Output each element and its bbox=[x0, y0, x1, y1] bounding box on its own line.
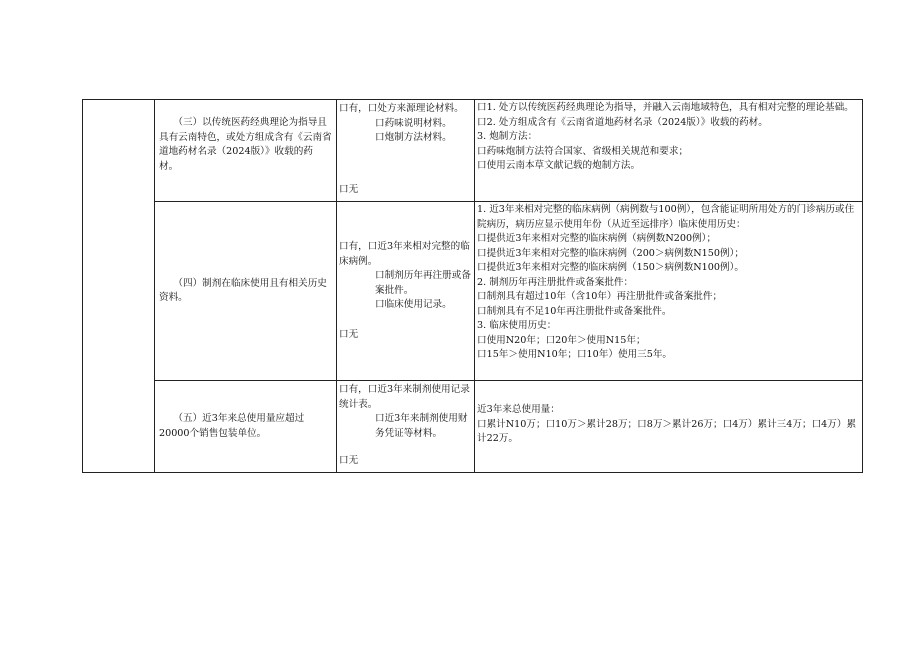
standard-line: 近3年来总使用量： bbox=[477, 404, 560, 415]
check-sub-item[interactable]: 口药味说明材料。 bbox=[375, 117, 452, 129]
standard-cell bbox=[475, 202, 863, 381]
standard-line: 口使用云南本草文献记载的炮制方法。 bbox=[477, 160, 641, 171]
criterion-cell bbox=[155, 100, 337, 202]
criterion-text: （四）制剂在临床使用且有相关历史资料。 bbox=[159, 277, 327, 303]
standard-line: 3. 炮制方法： bbox=[477, 131, 538, 142]
table-row bbox=[83, 202, 863, 381]
check-sub-item[interactable]: 口近3年来制剂使用财务凭证等材料。 bbox=[375, 413, 468, 439]
standard-line: 口制剂具有超过10年（含10年）再注册批件或备案批件； bbox=[477, 291, 723, 302]
standard-line: 口2. 处方组成含有《云南省道地药材名录（2024版）》收载的药材。 bbox=[477, 116, 768, 128]
check-yes-text[interactable]: 口有，口处方来源理论材料。 bbox=[339, 103, 464, 114]
standard-line: 2. 制剂历年再注册批件或备案批件： bbox=[477, 276, 634, 288]
standard-line: 口1. 处方以传统医药经典理论为指导，并融入云南地域特色，具有相对完整的理论基础。 bbox=[477, 102, 854, 113]
criteria-table bbox=[82, 99, 863, 473]
check-no-text[interactable]: 口无 bbox=[339, 183, 359, 195]
standard-line: 口提供近3年来相对完整的临床病例（150＞病例数N100例）。 bbox=[477, 262, 744, 273]
category-cell bbox=[83, 100, 155, 473]
standard-line: 口提供近3年来相对完整的临床病例（200＞病例数N150例）； bbox=[477, 247, 744, 259]
standard-cell bbox=[475, 100, 863, 202]
check-no-text[interactable]: 口无 bbox=[339, 328, 359, 340]
check-sub-item[interactable]: 口临床使用记录。 bbox=[375, 299, 452, 310]
criterion-text: （五）近3年来总使用量应超过20000个销售包装单位。 bbox=[159, 413, 305, 439]
standard-line: 3. 临床使用历史： bbox=[477, 320, 557, 331]
check-yes-text[interactable]: 口有，口近3年来制剂使用记录统计表。 bbox=[339, 384, 470, 410]
criterion-cell bbox=[155, 381, 337, 473]
standard-line: 口提供近3年来相对完整的临床病例（病例数N200例）； bbox=[477, 233, 717, 244]
standard-cell bbox=[475, 381, 863, 473]
standard-line: 口制剂具有不足10年再注册批件或备案批件。 bbox=[477, 305, 672, 317]
table-row bbox=[83, 381, 863, 473]
check-sub-item[interactable]: 口制剂历年再注册或备案批件。 bbox=[375, 270, 471, 296]
check-yes-text[interactable]: 口有，口近3年来相对完整的临床病例。 bbox=[339, 241, 470, 267]
standard-line: 口使用N20年；口20年＞使用N15年； bbox=[477, 334, 646, 346]
standard-line: 口15年＞使用N10年；口10年）使用三5年。 bbox=[477, 349, 673, 360]
standard-line: 口药味炮制方法符合国家、省级相关规范和要求； bbox=[477, 145, 689, 157]
table-row bbox=[83, 100, 863, 202]
checkbox-cell bbox=[337, 100, 475, 202]
standard-line: 1. 近3年来相对完整的临床病例（病例数与100例），包含能证明所用处方的门诊病历或住院病历，病历应显示使用年份（从近至远排序）临床使用历史： bbox=[477, 204, 855, 230]
criterion-text: （三）以传统医药经典理论为指导且具有云南特色，或处方组成含有《云南省道地药材名录（2024版）》收载的药材。 bbox=[159, 117, 332, 172]
checkbox-cell bbox=[337, 202, 475, 381]
standard-line: 口累计N10万；口10万＞累计28万；口8万＞累计26万；口4万）累计三4万；口4万）累计22万。 bbox=[477, 418, 857, 444]
criterion-cell bbox=[155, 202, 337, 381]
checkbox-cell bbox=[337, 381, 475, 473]
check-sub-item[interactable]: 口炮制方法材料。 bbox=[375, 132, 452, 143]
check-no-text[interactable]: 口无 bbox=[339, 454, 359, 466]
